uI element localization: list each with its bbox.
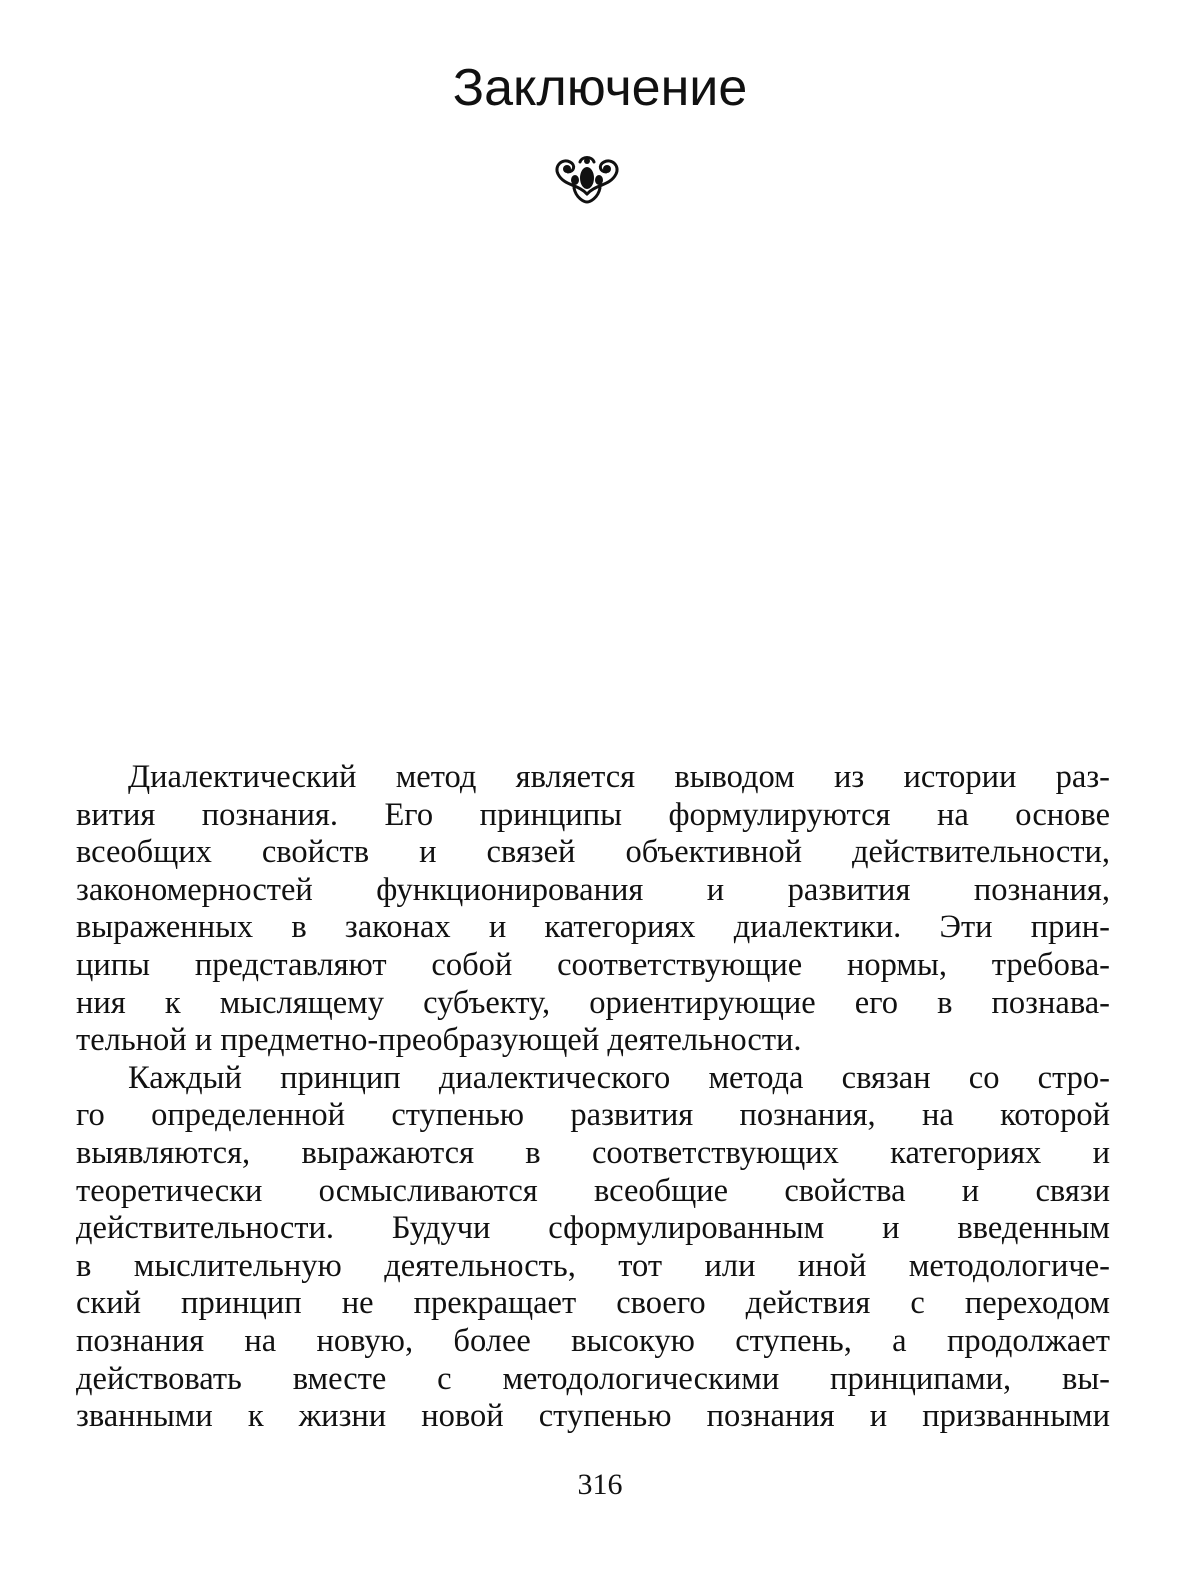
body-text [76,759,1110,1436]
text-line: ципы представляют собой соответствующие нормы, требова- [76,946,1110,983]
text-line: действовать вместе с методологическими принципами, вы- [76,1360,1110,1397]
text-line: ский принцип не прекращает своего действия с переходом [76,1285,1110,1322]
text-line: действительности. Будучи сформулированным и введенным [76,1210,1110,1247]
text-line: всеобщих свойств и связей объективной действительности, [76,834,1110,871]
text-line: Диалектический метод является выводом из истории раз- [128,759,1110,795]
text-line: Каждый принцип диалектического метода связан со стро- [128,1059,1110,1096]
text-line: теоретически осмысливаются всеобщие свойства и связи [76,1172,1110,1209]
floral-ornament-icon [550,150,624,206]
text-line: выраженных в законах и категориях диалектики. Эти прин- [76,909,1110,946]
chapter-title: Заключение [452,59,748,117]
text-line: ния к мыслящему субъекту, ориентирующие его в познава- [76,984,1110,1021]
paragraph-2 [76,1060,1110,1436]
text-line: в мыслительную деятельность, тот или иной методологиче- [76,1247,1110,1284]
text-line: закономерностей функционирования и развития познания, [76,871,1110,908]
paragraph-1 [76,759,1110,1060]
text-line: познания на новую, более высокую ступень, а продолжает [76,1322,1110,1359]
text-line: званными к жизни новой ступенью познания и призванными [76,1398,1110,1435]
text-line: тельной и предметно-преобразующей деятельности. [76,1022,802,1059]
text-line: го определенной ступенью развития познания, на которой [76,1097,1110,1134]
page-number: 316 [577,1468,623,1501]
text-line: вития познания. Его принципы формулируются на основе [76,796,1110,833]
text-line: выявляются, выражаются в соответствующих категориях и [76,1134,1110,1171]
